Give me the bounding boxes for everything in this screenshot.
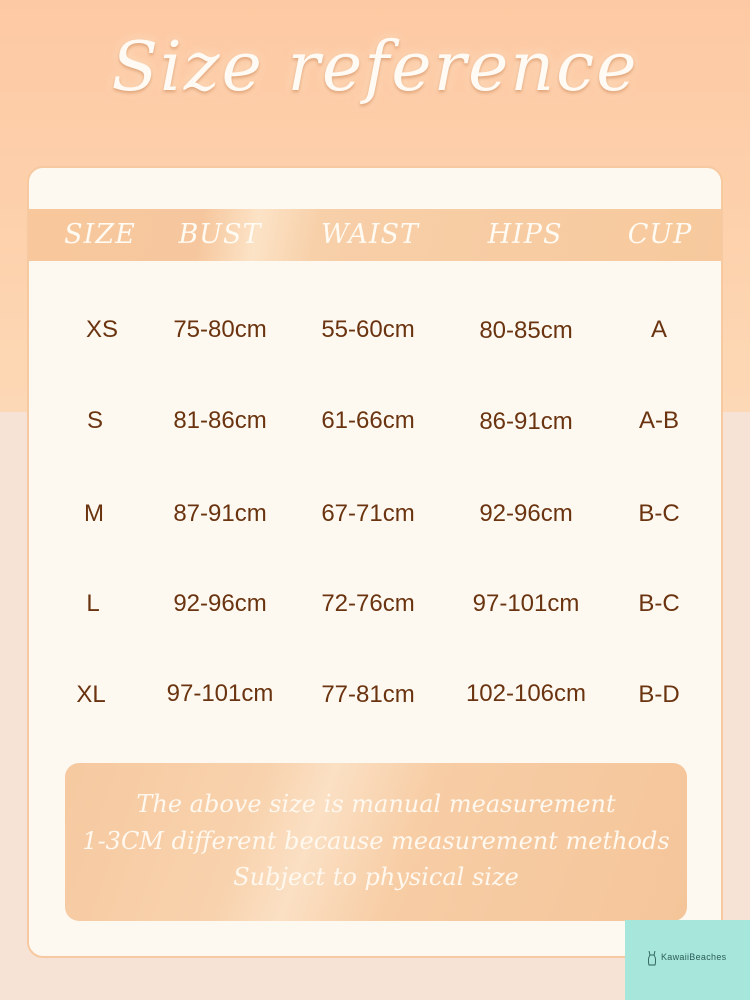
header-size: SIZE: [64, 219, 136, 250]
cell-cup: B-D: [638, 681, 680, 708]
cell-cup: B-C: [638, 500, 680, 527]
cell-hips: 80-85cm: [479, 317, 573, 344]
cell-size: XL: [76, 681, 106, 708]
cell-waist: 67-71cm: [321, 500, 415, 527]
cell-waist: 55-60cm: [321, 316, 415, 343]
cell-waist: 77-81cm: [321, 681, 415, 708]
cell-size: S: [86, 407, 103, 434]
note-line-2: 1-3CM different because measurement methods: [82, 827, 670, 855]
page-title: Size reference: [111, 28, 639, 107]
cell-bust: 81-86cm: [173, 407, 267, 434]
cell-hips: 102-106cm: [465, 680, 587, 707]
header-hips: HIPS: [487, 219, 563, 250]
cell-hips: 86-91cm: [479, 408, 573, 435]
cell-bust: 75-80cm: [173, 316, 267, 343]
note-line-3: Subject to physical size: [233, 863, 519, 891]
cell-cup: B-C: [638, 590, 680, 617]
header-bust: BUST: [178, 219, 262, 250]
header-cup: CUP: [627, 219, 693, 250]
cell-cup: A: [650, 316, 667, 343]
note-line-1: The above size is manual measurement: [136, 790, 616, 818]
swimsuit-icon: [647, 951, 657, 966]
cell-waist: 61-66cm: [321, 407, 415, 434]
cell-waist: 72-76cm: [321, 590, 415, 617]
cell-cup: A-B: [638, 407, 679, 434]
watermark-text: KawaiiBeaches: [661, 952, 727, 962]
cell-hips: 97-101cm: [472, 590, 580, 617]
cell-bust: 87-91cm: [173, 500, 267, 527]
cell-bust: 97-101cm: [166, 680, 274, 707]
cell-size: XS: [85, 316, 118, 343]
cell-size: L: [86, 590, 100, 617]
cell-size: M: [84, 500, 104, 527]
cell-bust: 92-96cm: [173, 590, 267, 617]
cell-hips: 92-96cm: [479, 500, 573, 527]
header-waist: WAIST: [320, 219, 420, 250]
